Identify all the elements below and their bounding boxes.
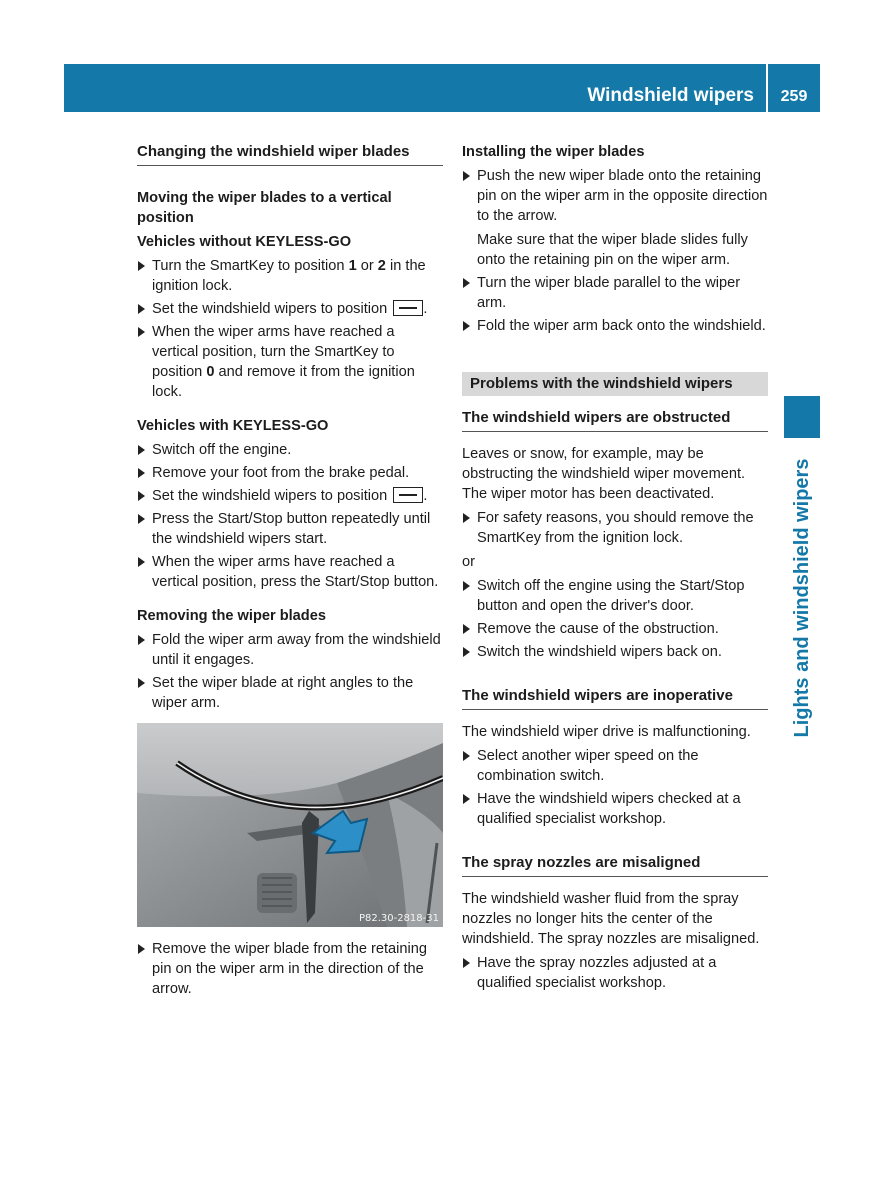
left-column [137,142,443,1003]
triangle-right-icon [463,513,470,523]
steps-installing-cont [462,273,768,336]
side-tab [782,448,822,748]
wiper-position-icon [393,300,423,316]
wiper-blade-illustration [137,723,443,927]
subheading-installing-blades: Installing the wiper blades [462,144,645,160]
list-item: When the wiper arms have reached a vertical position, turn the SmartKey to position 0 and remove it from the ignition lock. [137,322,443,402]
triangle-right-icon [138,468,145,478]
figure-code: P82.30-2818-31 [358,913,439,924]
triangle-right-icon [463,581,470,591]
triangle-right-icon [138,304,145,314]
subheading-without-keyless: Vehicles without KEYLESS-GO [137,234,352,250]
triangle-right-icon [463,647,470,657]
wiper-position-icon [393,487,423,503]
triangle-right-icon [138,944,145,954]
steps-inoperative [462,746,768,829]
installing-note: Make sure that the wiper blade slides fully onto the retaining pin on the wiper arm. [477,232,748,268]
subheading-removing-blades: Removing the wiper blades [137,608,326,624]
list-item: Fold the wiper arm back onto the windshield. [462,316,768,336]
triangle-right-icon [138,445,145,455]
heading-nozzles: The spray nozzles are misaligned [462,853,768,877]
triangle-right-icon [138,514,145,524]
inoperative-text: The windshield wiper drive is malfunctioning. [462,724,751,740]
list-item: Have the windshield wipers checked at a qualified specialist workshop. [462,789,768,829]
triangle-right-icon [463,624,470,634]
steps-removing-blades [137,630,443,713]
list-item: Set the windshield wipers to position . [137,299,443,319]
steps-after-figure [137,939,443,999]
side-tab-label: Lights and windshield wipers [791,458,813,738]
list-item: Set the wiper blade at right angles to the wiper arm. [137,673,443,713]
triangle-right-icon [463,278,470,288]
subheading-moving-blades: Moving the wiper blades to a vertical position [137,190,392,226]
heading-obstructed: The windshield wipers are obstructed [462,408,768,432]
obstructed-text: Leaves or snow, for example, may be obstructing the windshield wiper movement. The wiper motor has been deactivated. [462,446,746,502]
or-text: or [462,554,475,570]
steps-installing [462,166,768,226]
list-item: Switch the windshield wipers back on. [462,642,768,662]
steps-with-keyless [137,440,443,592]
list-item: Turn the SmartKey to position 1 or 2 in the ignition lock. [137,256,443,296]
triangle-right-icon [463,171,470,181]
steps-without-keyless [137,256,443,402]
subheading-with-keyless: Vehicles with KEYLESS-GO [137,418,329,434]
steps-obstructed-cont [462,576,768,662]
triangle-right-icon [138,678,145,688]
section-heading-problems: Problems with the windshield wipers [462,372,768,396]
list-item: Remove the cause of the obstruction. [462,619,768,639]
nozzles-text: The windshield washer fluid from the spray nozzles no longer hits the center of the windshield. The spray nozzles are misaligned. [462,891,760,947]
page-title: Windshield wipers [587,85,754,106]
steps-obstructed [462,508,768,548]
page-number: 259 [780,88,808,105]
steps-nozzles [462,953,768,993]
triangle-right-icon [138,491,145,501]
triangle-right-icon [463,321,470,331]
list-item: Fold the wiper arm away from the windshield until it engages. [137,630,443,670]
list-item: Set the windshield wipers to position . [137,486,443,506]
triangle-right-icon [463,751,470,761]
list-item: Turn the wiper blade parallel to the wiper arm. [462,273,768,313]
list-item: For safety reasons, you should remove the SmartKey from the ignition lock. [462,508,768,548]
list-item: Switch off the engine using the Start/Stop button and open the driver's door. [462,576,768,616]
list-item: Remove the wiper blade from the retaining pin on the wiper arm in the direction of the arrow. [137,939,443,999]
page-header [64,64,820,112]
list-item: Remove your foot from the brake pedal. [137,463,443,483]
side-tab-marker [784,396,820,438]
heading-inoperative: The windshield wipers are inoperative [462,686,768,710]
triangle-right-icon [138,261,145,271]
triangle-right-icon [138,635,145,645]
triangle-right-icon [138,557,145,567]
triangle-right-icon [138,327,145,337]
wiper-blade-photo [137,723,443,927]
list-item: Switch off the engine. [137,440,443,460]
list-item: Press the Start/Stop button repeatedly until the windshield wipers start. [137,509,443,549]
section-heading-changing-blades: Changing the windshield wiper blades [137,142,443,166]
right-column [462,142,768,997]
triangle-right-icon [463,958,470,968]
list-item: Have the spray nozzles adjusted at a qualified specialist workshop. [462,953,768,993]
triangle-right-icon [463,794,470,804]
list-item: Push the new wiper blade onto the retaining pin on the wiper arm in the opposite direction to the arrow. [462,166,768,226]
list-item: When the wiper arms have reached a vertical position, press the Start/Stop button. [137,552,443,592]
list-item: Select another wiper speed on the combination switch. [462,746,768,786]
